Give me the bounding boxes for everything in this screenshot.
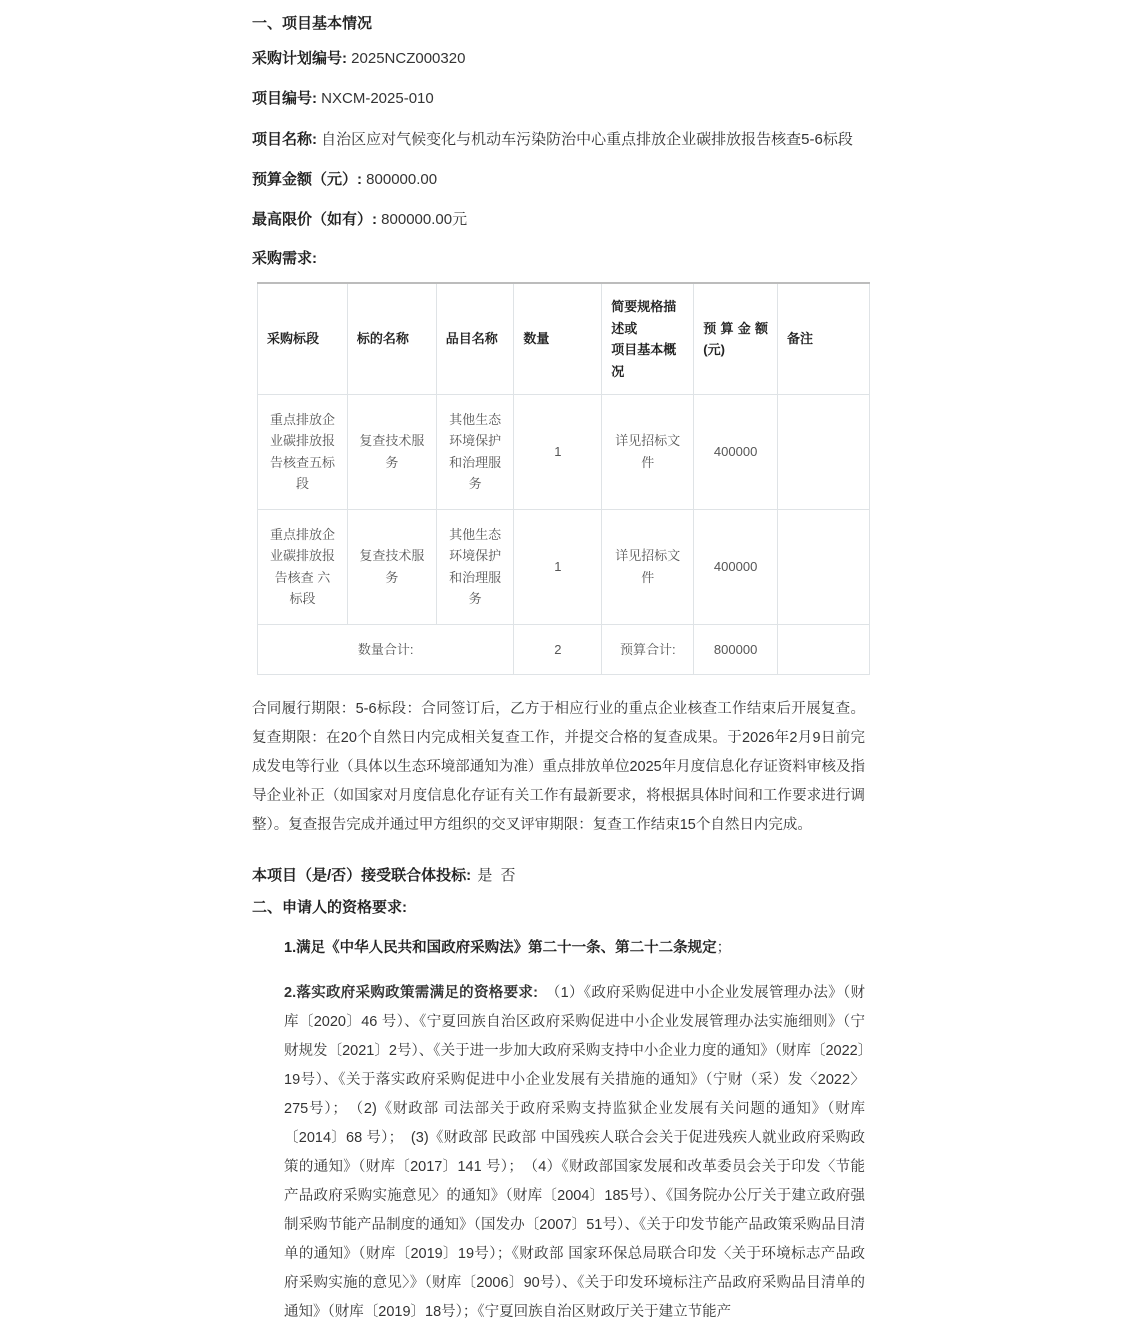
consortium-value: 是 否 [477,866,518,884]
cell-item-name: 其他生态环境保护和治理服务 [436,395,514,510]
column-header-item-name: 品目名称 [436,283,514,394]
column-header-subject-name: 标的名称 [347,283,436,394]
table-row [258,395,870,510]
field-label: 项目名称: [252,130,317,148]
section-one-heading: 一、项目基本情况 [252,15,373,32]
cell-spec: 详见招标文件 [602,395,694,510]
cell-subject-name: 复查技术服务 [347,395,436,510]
consortium-statement [252,862,865,889]
field-value: 自治区应对气候变化与机动车污染防治中心重点排放企业碳排放报告核查5-6标段 [321,130,853,148]
cell-item-name: 其他生态环境保护和治理服务 [436,509,514,624]
column-header-spec-line1: 简要规格描述或 [611,299,677,336]
cell-subject-name: 复查技术服务 [347,509,436,624]
requirement-item-2 [252,979,865,1327]
column-header-budget-line2: (元) [703,342,725,358]
requirement-item-1 [252,934,865,963]
requirement-item-1-bold: 1.满足《中华人民共和国政府采购法》第二十一条、第二十二条规定 [284,940,717,957]
column-header-spec [602,283,694,394]
column-header-spec-line2: 项目基本概况 [611,342,677,379]
cell-quantity-total: 2 [514,624,602,674]
field-value: 2025NCZ000320 [351,50,466,67]
column-header-note: 备注 [778,283,870,394]
section-two-heading: 二、申请人的资格要求: [252,898,407,916]
column-header-budget [694,283,778,394]
requirement-item-2-text: （1）《政府采购促进中小企业发展管理办法》（财库〔2020〕46 号）、《宁夏回族自治区政府采购促进中小企业发展管理办法实施细则》（宁财规发〔2021〕2号）、《关于进一步加大政府采购支持中小企业力度的通知》（财库〔2022〕19号）、《关于落实政府采购促进中小企业发展有关措施的通知》（宁财（采）发〈2022〉275号）； （2)《财政部 司法部关于政府采购支持监狱企业发展有关问题的通知》（财库〔2014〕68 号）； (3)《财政部 民政部 中国残疾人联合会关于促进残疾人就业政府采购政策的通知》（财库〔2017〕141 号）； （4）《财政部国家发展和改革委员会关于印发〈节能产品政府采购实施意见〉的通知》（财库〔2004〕185号）、《国务院办公厅关于建立政府强制采购节能产品制度的通知》（国发办〔2007〕51号）、《关于印发节能产品政策采购品目清单的通知》（财库〔2019〕19号）；《财政部 国家环保总局联合印发〈关于环境标志产品政府采购实施的意见〉》（财库〔2006〕90号）、《关于印发环境标注产品政府采购品目清单的通知》（财库〔2019〕18号）；《宁夏回族自治区财政厅关于建立节能产 [284,985,866,1321]
field-max-price [252,207,865,233]
cell-lot: 重点排放企业碳排放报告核查 六 标段 [258,509,348,624]
requirement-item-2-bold: 2.落实政府采购政策需满足的资格要求: [284,985,539,1002]
field-purchase-plan-number [252,46,865,72]
cell-note [778,624,870,674]
cell-note [778,395,870,510]
requirement-item-1-tail: ； [716,940,732,957]
field-label: 最高限价（如有）: [252,211,377,228]
cell-budget-total-label: 预算合计: [602,624,694,674]
cell-quantity-total-label: 数量合计: [258,624,514,674]
cell-quantity: 1 [514,395,602,510]
procurement-requirement-table [257,282,870,675]
field-label: 项目编号: [252,90,317,108]
table-summary-row [258,624,870,674]
field-value: NXCM-2025-010 [321,90,434,108]
cell-budget-total: 800000 [694,624,778,674]
cell-lot: 重点排放企业碳排放报告核查五标段 [258,395,348,510]
cell-spec: 详见招标文件 [602,509,694,624]
field-label: 预算金额（元）: [252,170,362,188]
field-value: 800000.00 [366,170,438,188]
cell-quantity: 1 [514,509,602,624]
column-header-lot: 采购标段 [258,283,348,394]
cell-note [778,509,870,624]
table-header-row [258,283,870,394]
table-row [258,509,870,624]
procurement-demand-label: 采购需求: [252,250,317,268]
consortium-label: 本项目（是/否）接受联合体投标: [252,866,472,884]
field-label: 采购计划编号: [252,50,347,67]
column-header-budget-line1: 预 算 金 额 [703,320,768,336]
contract-term-paragraph: 合同履行期限：5-6标段：合同签订后，乙方于相应行业的重点企业核查工作结束后开展复查。复查期限：在20个自然日内完成相关复查工作，并提交合格的复查成果。于2026年2月9日前完成发电等行业（具体以生态环境部通知为准）重点排放单位2025年月度信息化存证资料审核及指导企业补正（如国家对月度信息化存证有关工作有最新要求，将根据具体时间和工作要求进行调整）。复查报告完成并通过甲方组织的交叉评审期限：复查工作结束15个自然日内完成。 [252,700,865,833]
field-budget-amount [252,167,865,193]
column-header-quantity: 数量 [514,283,602,394]
field-project-name [252,127,865,153]
field-project-number [252,86,865,112]
cell-budget: 400000 [694,395,778,510]
cell-budget: 400000 [694,509,778,624]
field-value: 800000.00元 [381,211,468,228]
